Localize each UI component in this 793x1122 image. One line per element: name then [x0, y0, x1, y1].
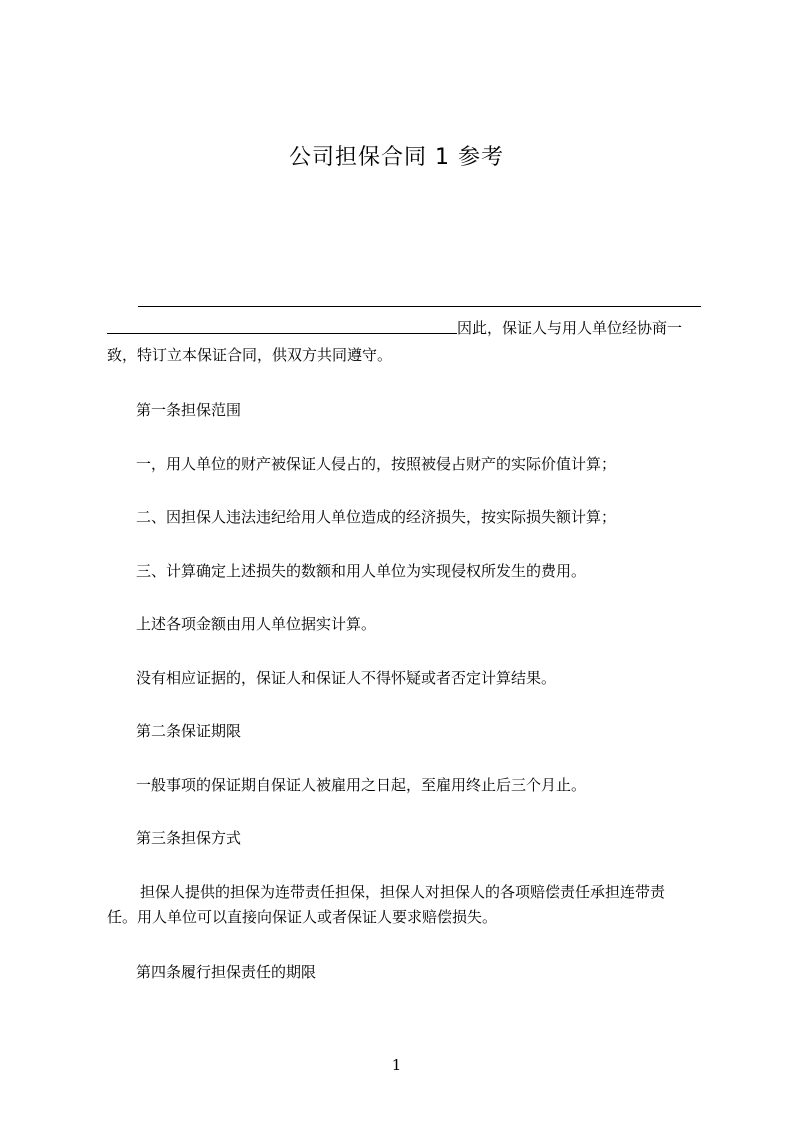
page-number: 1 — [391, 1056, 402, 1074]
article-1-heading: 第一条担保范围 — [136, 401, 242, 419]
article-3-paragraph-line-1: 担保人提供的担保为连带责任担保，担保人对担保人的各项赔偿责任承担连带责 — [140, 883, 666, 901]
article-1-note-1: 上述各项金额由用人单位据实计算。 — [136, 615, 377, 633]
article-1-item-1: 一，用人单位的财产被保证人侵占的，按照被侵占财产的实际价值计算； — [136, 455, 617, 473]
article-2-heading: 第二条保证期限 — [136, 722, 242, 740]
article-2-paragraph: 一般事项的保证期自保证人被雇用之日起，至雇用终止后三个月止。 — [136, 776, 587, 794]
article-1-item-3: 三、计算确定上述损失的数额和用人单位为实现侵权所发生的费用。 — [136, 562, 587, 580]
article-3-heading: 第三条担保方式 — [136, 829, 242, 847]
blank-fill-line — [138, 306, 701, 307]
article-1-note-2: 没有相应证据的，保证人和保证人不得怀疑或者否定计算结果。 — [136, 669, 557, 687]
intro-continuation: 致，特订立本保证合同，供双方共同遵守。 — [107, 346, 393, 364]
intro-row — [107, 318, 682, 338]
article-3-paragraph-line-2: 任。用人单位可以直接向保证人或者保证人要求赔偿损失。 — [107, 908, 498, 926]
article-1-item-2: 二、因担保人违法违纪给用人单位造成的经济损失，按实际损失额计算； — [136, 508, 617, 526]
document-title: 公司担保合同 1 参考 — [289, 145, 504, 170]
article-4-heading: 第四条履行担保责任的期限 — [136, 963, 317, 981]
intro-text: 因此，保证人与用人单位经协商一 — [457, 319, 683, 337]
blank-fill-line — [107, 333, 457, 334]
